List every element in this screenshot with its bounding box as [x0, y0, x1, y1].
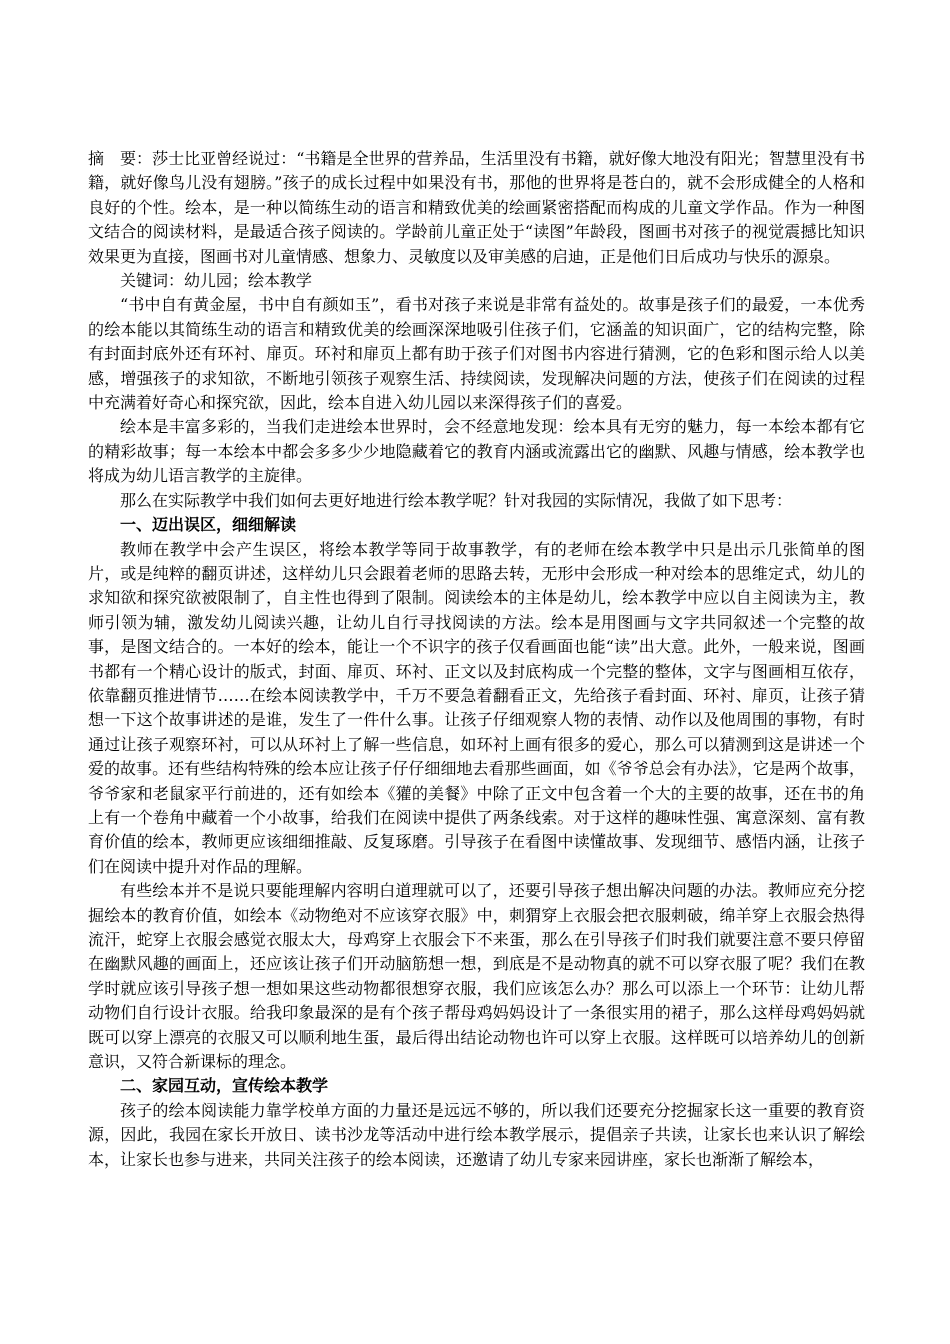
section-heading-1: 一、迈出误区，细细解读 [120, 515, 297, 535]
body-paragraph: 有些绘本并不是说只要能理解内容明白道理就可以了，还要引导孩子想出解决问题的办法。教师应充分挖掘绘本的教育价值，如绘本《动物绝对不应该穿衣服》中，刺猬穿上衣服会把衣服刺破，绵羊穿上衣服会热得流汗，蛇穿上衣服会感觉衣服太大，母鸡穿上衣服会下不来蛋，那么在引导孩子们时我们就要注意不要只停留在幽默风趣的画面上，还应该让孩子们开动脑筋想一想，到底是不是动物真的就不可以穿衣服了呢？我们在教学时就应该引导孩子想一想如果这些动物都很想穿衣服，我们应该怎么办？那么可以添上一个环节：让幼儿帮动物们自行设计衣服。给我印象最深的是有个孩子帮母鸡妈妈设计了一条很实用的裙子，那么这样母鸡妈妈就既可以穿上漂亮的衣服又可以顺利地生蛋，最后得出结论动物也许可以穿上衣服。这样既可以培养幼儿的创新意识，又符合新课标的理念。 [88, 881, 865, 1072]
document-page [88, 147, 865, 1172]
keywords-line: 关键词：幼儿园；绘本教学 [120, 271, 313, 291]
intro-paragraph: 绘本是丰富多彩的，当我们走进绘本世界时，会不经意地发现：绘本具有无穷的魅力，每一本绘本都有它的精彩故事；每一本绘本中都会多多少少地隐藏着它的教育内涵或流露出它的幽默、风趣与情感，绘本教学也将成为幼儿语言教学的主旋律。 [88, 417, 865, 486]
body-paragraph: 孩子的绘本阅读能力靠学校单方面的力量还是远远不够的，所以我们还要充分挖掘家长这一重要的教育资源，因此，我园在家长开放日、读书沙龙等活动中进行绘本教学展示，提倡亲子共读，让家长也来认识了解绘本，让家长也参与进来，共同关注孩子的绘本阅读，还邀请了幼儿专家来园讲座，家长也渐渐了解绘本， [88, 1100, 865, 1169]
section-heading-2: 二、家园互动，宣传绘本教学 [120, 1076, 329, 1096]
intro-paragraph: 那么在实际教学中我们如何去更好地进行绘本教学呢？针对我园的实际情况，我做了如下思考： [120, 490, 793, 510]
intro-paragraph: “书中自有黄金屋，书中自有颜如玉”，看书对孩子来说是非常有益处的。故事是孩子们的最爱，一本优秀的绘本能以其简练生动的语言和精致优美的绘画深深地吸引住孩子们，它涵盖的知识面广，它的结构完整，除有封面封底外还有环衬、扉页。环衬和扉页上都有助于孩子们对图书内容进行猜测，它的色彩和图示给人以美感，增强孩子的求知欲，不断地引领孩子观察生活、持续阅读，发现解决问题的方法，使孩子们在阅读的过程中充满着好奇心和探究欲，因此，绘本自进入幼儿园以来深得孩子们的喜爱。 [88, 295, 865, 413]
abstract-paragraph: 摘 要：莎士比亚曾经说过：“书籍是全世界的营养品，生活里没有书籍，就好像大地没有阳光；智慧里没有书籍，就好像鸟儿没有翅膀。”孩子的成长过程中如果没有书，那他的世界将是苍白的，就不会形成健全的人格和良好的个性。绘本，是一种以简练生动的语言和精致优美的绘画紧密搭配而构成的儿童文学作品。作为一种图文结合的阅读材料，是最适合孩子阅读的。学龄前儿童正处于“读图”年龄段，图画书对孩子的视觉震撼比知识效果更为直接，图画书对儿童情感、想象力、灵敏度以及审美感的启迪，正是他们日后成功与快乐的源泉。 [88, 149, 865, 266]
body-paragraph: 教师在教学中会产生误区，将绘本教学等同于故事教学，有的老师在绘本教学中只是出示几张简单的图片，或是纯粹的翻页讲述，这样幼儿只会跟着老师的思路去转，无形中会形成一种对绘本的思维定式，幼儿的求知欲和探究欲被限制了，自主性也得到了限制。阅读绘本的主体是幼儿，绘本教学中应以自主阅读为主，教师引领为辅，激发幼儿阅读兴趣，让幼儿自行寻找阅读的方法。绘本是用图画与文字共同叙述一个完整的故事，是图文结合的。一本好的绘本，能让一个不识字的孩子仅看画面也能“读”出大意。此外，一般来说，图画书都有一个精心设计的版式，封面、扉页、环衬、正文以及封底构成一个完整的整体，文字与图画相互依存，依靠翻页推进情节……在绘本阅读教学中，千万不要急着翻看正文，先给孩子看封面、环衬、扉页，让孩子猜想一下这个故事讲述的是谁，发生了一件什么事。让孩子仔细观察人物的表情、动作以及他周围的事物，有时通过让孩子观察环衬，可以从环衬上了解一些信息，如环衬上画有很多的爱心，那么可以猜测到这是讲述一个爱的故事。还有些结构特殊的绘本应让孩子仔仔细细地去看那些画面，如《爷爷总会有办法》，它是两个故事，爷爷家和老鼠家平行前进的，还有如绘本《獾的美餐》中除了正文中包含着一个大的主要的故事，还在书的角上有一个卷角中藏着一个小故事，给我们在阅读中提供了两条线索。对于这样的趣味性强、寓意深刻、富有教育价值的绘本，教师更应该细细推敲、反复琢磨。引导孩子在看图中读懂故事、发现细节、感悟内涵，让孩子们在阅读中提升对作品的理解。 [88, 539, 865, 876]
